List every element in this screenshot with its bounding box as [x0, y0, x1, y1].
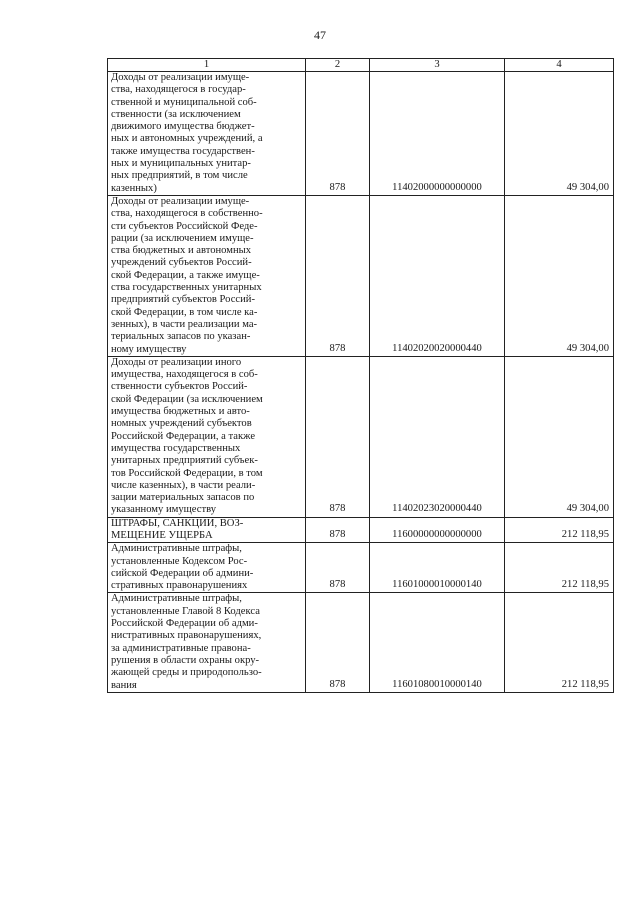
row-amount: 212 118,95 [505, 593, 614, 692]
row-admin-code: 878 [306, 593, 370, 692]
row-description: Доходы от реализации имуще- ства, находящегося в государ- ственной и муниципальной соб- ственности (за исключением движимого имущества бюджет- ных и автономных учреждений, а также имущества государствен- ных и муниципальных унитар- ных предприятий, в том числе казенных) [108, 72, 306, 196]
row-admin-code: 878 [306, 195, 370, 356]
row-budget-code: 11402020020000440 [370, 195, 505, 356]
row-admin-code: 878 [306, 72, 370, 196]
row-budget-code: 11402023020000440 [370, 356, 505, 517]
row-budget-code: 11402000000000000 [370, 72, 505, 196]
table-row [108, 195, 614, 356]
header-col-3: 3 [370, 59, 505, 72]
row-admin-code: 878 [306, 356, 370, 517]
row-amount: 212 118,95 [505, 517, 614, 543]
row-description: Доходы от реализации иного имущества, находящегося в соб- ственности субъектов Россий- ской Федерации (за исключением имущества бюджетных и авто- номных учреждений субъектов Российской Федерации, а также имущества государственных унитарных предприятий субъек- тов Российской Федерации, в том числе казенных), в части реали- зации материальных запасов по указанному имуществу [108, 356, 306, 517]
header-col-4: 4 [505, 59, 614, 72]
row-amount: 49 304,00 [505, 195, 614, 356]
page-number: 47 [314, 28, 326, 42]
revenue-table [107, 58, 614, 693]
table-row [108, 356, 614, 517]
table-row [108, 593, 614, 692]
row-amount: 212 118,95 [505, 543, 614, 593]
row-budget-code: 11600000000000000 [370, 517, 505, 543]
table-row [108, 72, 614, 196]
table-row [108, 543, 614, 593]
table-row [108, 517, 614, 543]
row-description: Административные штрафы, установленные Главой 8 Кодекса Российской Федерации об адми- нистративных правонарушениях, за административные правона- рушения в области охраны окру- жающей среды и природопользо- вания [108, 593, 306, 692]
header-row [108, 59, 614, 72]
row-description: ШТРАФЫ, САНКЦИИ, ВОЗ- МЕЩЕНИЕ УЩЕРБА [108, 517, 306, 543]
row-admin-code: 878 [306, 543, 370, 593]
row-amount: 49 304,00 [505, 356, 614, 517]
row-budget-code: 11601080010000140 [370, 593, 505, 692]
row-description: Административные штрафы, установленные Кодексом Рос- сийской Федерации об админи- стративных правонарушениях [108, 543, 306, 593]
row-amount: 49 304,00 [505, 72, 614, 196]
header-col-1: 1 [108, 59, 306, 72]
header-col-2: 2 [306, 59, 370, 72]
row-admin-code: 878 [306, 517, 370, 543]
row-budget-code: 11601000010000140 [370, 543, 505, 593]
row-description: Доходы от реализации имуще- ства, находящегося в собственно- сти субъектов Российской Феде- рации (за исключением имуще- ства бюджетных и автономных учреждений субъектов Россий- ской Федерации, а также имуще- ства государственных унитарных предприятий субъектов Россий- ской Федерации, в том числе ка- зенных), в части реализации ма- териальных запасов по указан- ному имуществу [108, 195, 306, 356]
